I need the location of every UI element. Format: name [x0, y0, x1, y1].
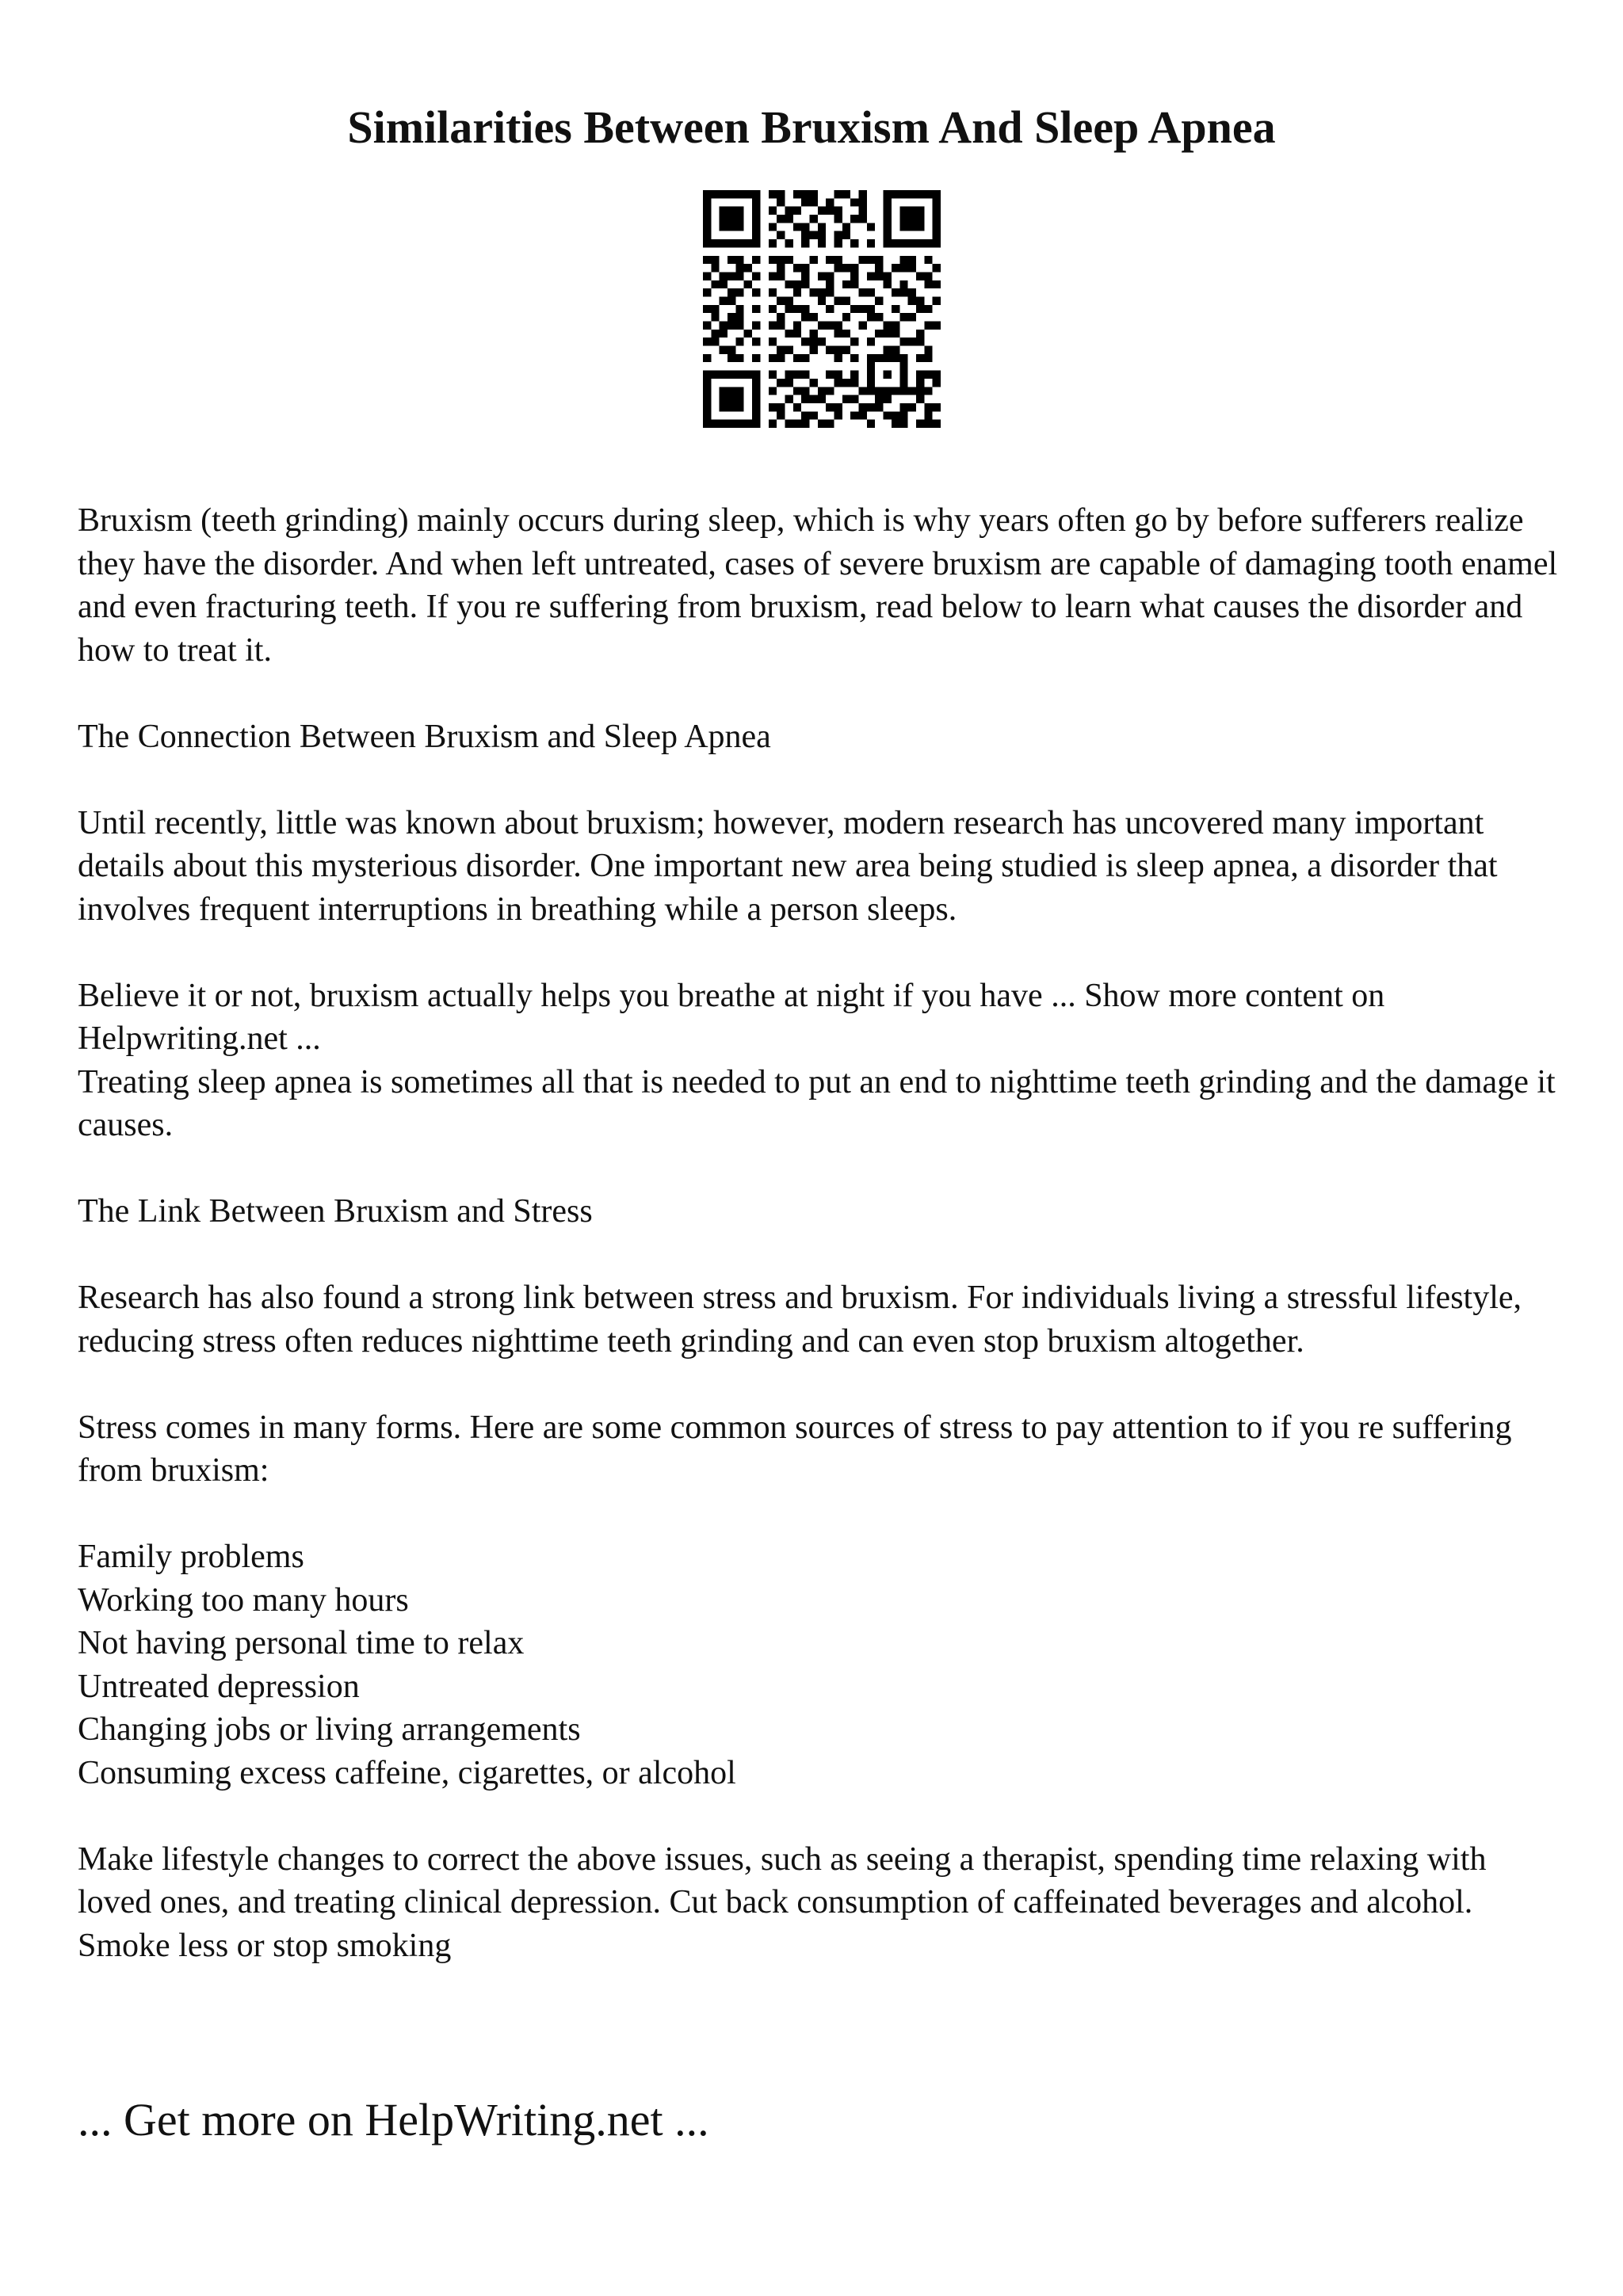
lifestyle-paragraph: Make lifestyle changes to correct the above issues, such as seeing a therapist, spending time relaxing with loved ones, and treating clinical depression. Cut back consumption of caffeinated beverages and alcohol. Smoke less or stop smoking — [78, 1840, 1487, 1964]
research-paragraph: Until recently, little was known about bruxism; however, modern research has uncovered many important details about this mysterious disorder. One important new area being studied is sleep apnea, a disorder that involves frequent interruptions in breathing while a person sleeps. — [78, 804, 1498, 928]
article-body — [78, 499, 1568, 2011]
section-heading-stress: The Link Between Bruxism and Stress — [78, 1193, 593, 1230]
page-title: Similarities Between Bruxism And Sleep Apnea — [347, 101, 1276, 153]
get-more-link[interactable]: ... Get more on HelpWriting.net ... — [78, 2094, 709, 2145]
stress-forms-paragraph: Stress comes in many forms. Here are some common sources of stress to pay attention to if you re suffering from bruxism: — [78, 1409, 1512, 1489]
list-item: Not having personal time to relax — [78, 1625, 525, 1661]
believe-line-1: Believe it or not, bruxism actually helps you breathe at night if you have ... Show more content on Helpwriting.net ... — [78, 977, 1385, 1057]
believe-paragraph — [78, 974, 1568, 1147]
stress-research-paragraph: Research has also found a strong link between stress and bruxism. For individuals living a stressful lifestyle, reducing stress often reduces nighttime teeth grinding and can even stop bruxism altogether. — [78, 1280, 1522, 1360]
stress-sources-list — [78, 1535, 1568, 1794]
qr-code-graphic — [703, 190, 941, 428]
list-item: Family problems — [78, 1539, 304, 1575]
intro-paragraph: Bruxism (teeth grinding) mainly occurs during sleep, which is why years often go by before sufferers realize they have the disorder. And when left untreated, cases of severe bruxism are capable of damaging tooth enamel and even fracturing teeth. If you re suffering from bruxism, read below to learn what causes the disorder and how to treat it. — [78, 502, 1558, 669]
list-item: Untreated depression — [78, 1668, 360, 1705]
qr-code-icon — [703, 190, 941, 428]
list-item: Working too many hours — [78, 1581, 409, 1619]
section-heading-connection: The Connection Between Bruxism and Sleep Apnea — [78, 718, 771, 755]
believe-line-2: Treating sleep apnea is sometimes all that is needed to put an end to nighttime teeth grinding and the damage it causes. — [78, 1063, 1556, 1143]
list-item: Changing jobs or living arrangements — [78, 1711, 581, 1748]
list-item: Consuming excess caffeine, cigarettes, or alcohol — [78, 1754, 736, 1791]
